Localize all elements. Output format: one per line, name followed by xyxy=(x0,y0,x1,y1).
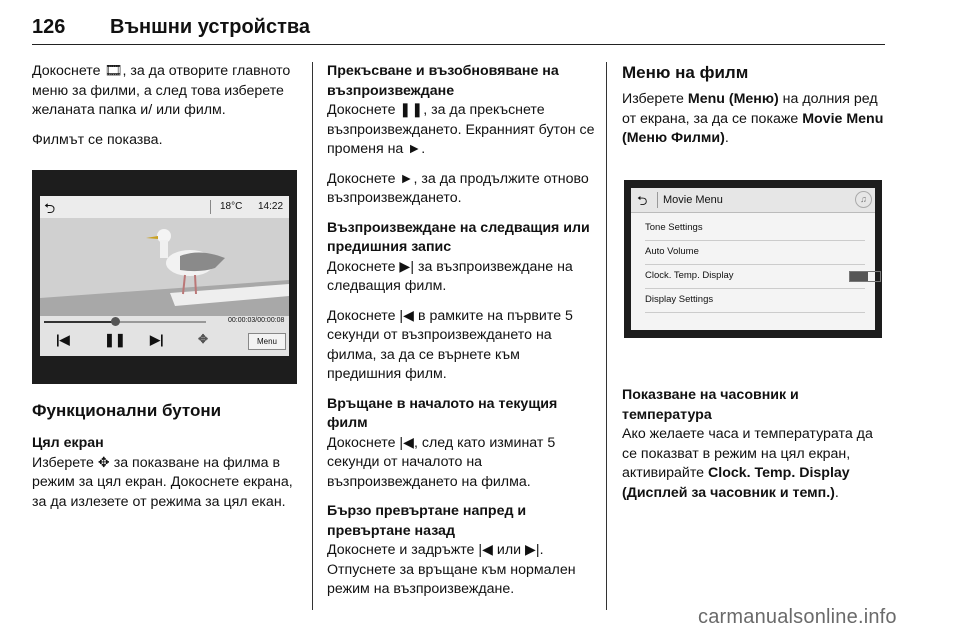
text-run: . xyxy=(834,484,839,501)
fullscreen-icon[interactable]: ✥ xyxy=(198,332,209,346)
movie-frame-seagull xyxy=(40,218,289,316)
menu-item-label: Clock. Temp. Display xyxy=(645,270,734,281)
resume-text: Докоснете ►, за да продължите отново възпроизвеждането. xyxy=(327,170,589,206)
text-run: на долния ред от екрана, за да се покаже xyxy=(622,91,878,127)
menu-title: Movie Menu xyxy=(663,194,723,206)
pause-resume-heading: Прекъсване и възобновяване на възпроизвеждане xyxy=(327,63,559,99)
clock-temp-ref: Clock. Temp. Display (Дисплей за часовник и темп.) xyxy=(622,465,850,501)
status-divider xyxy=(210,200,211,214)
clock-temp-heading: Показване на часовник и температура xyxy=(622,387,799,423)
intro-paragraph: Докоснете 🎞, за да отворите главното меню за филми, а след това изберете желаната папка и/ или филм. xyxy=(32,63,291,118)
player-status-bar xyxy=(40,196,289,219)
music-note-icon[interactable]: ♫ xyxy=(855,191,872,208)
column-3 xyxy=(622,62,890,159)
page-number: 126 xyxy=(32,16,66,38)
column-1 xyxy=(32,62,294,160)
screen-bezel xyxy=(624,180,882,338)
menu-button[interactable]: Menu xyxy=(248,333,286,350)
progress-fill xyxy=(44,321,115,323)
next-text: Докоснете ▶| за възпроизвеждане на следващия филм. xyxy=(327,258,573,294)
menu-ref: Menu (Меню) xyxy=(687,91,779,107)
movie-shown-text: Филмът се показва. xyxy=(32,131,163,148)
menu-item-auto-volume[interactable]: Auto Volume xyxy=(645,240,865,265)
menu-title-bar xyxy=(631,188,875,213)
text-run: Ако желаете часа и температурата да се показват в режим на цял екран, активирайте xyxy=(622,426,873,481)
page-header xyxy=(32,8,885,45)
progress-knob[interactable] xyxy=(111,317,120,326)
column-1-lower xyxy=(32,400,294,522)
seek-text: Докоснете и задръжте |◀ или ▶|. Отпуснете за връщане към нормален режим на възпроизвеждане. xyxy=(327,542,576,597)
seek-heading: Бързо превъртане напред и превъртане назад xyxy=(327,503,527,539)
back-arrow-icon[interactable]: ⮌ xyxy=(637,193,648,208)
restart-text: Докоснете |◀, след като изминат 5 секунди от началото на възпроизвеждането на филма. xyxy=(327,434,556,490)
movie-menu-screenshot xyxy=(622,160,885,370)
clock-readout: 14:22 xyxy=(258,201,284,212)
toggle-on-indicator xyxy=(850,272,868,281)
prev-text: Докоснете |◀ в рамките на първите 5 секунди от възпроизвеждането на филма, за да се върнете към предишния филм. xyxy=(327,307,573,382)
text-run: . xyxy=(724,130,729,146)
column-divider xyxy=(606,62,607,610)
toggle-switch[interactable] xyxy=(849,271,881,282)
player-screen xyxy=(40,196,289,356)
menu-item-display-settings[interactable]: Display Settings xyxy=(645,288,865,313)
watermark: carmanualsonline.info xyxy=(698,606,897,628)
playback-time: 00:00:03/00:00:08 xyxy=(228,317,285,324)
column-2 xyxy=(327,62,595,610)
full-screen-text: Изберете ✥ за показване на филма в режим за цял екран. Докоснете екрана, за да излезете от режима за цял екан. xyxy=(32,454,293,510)
section-title: Функционални бутони xyxy=(32,401,222,420)
column-divider xyxy=(312,62,313,610)
pause-icon[interactable]: ❚❚ xyxy=(104,332,126,347)
next-icon[interactable]: ▶| xyxy=(150,332,164,347)
menu-screen xyxy=(631,188,875,330)
movie-menu-text xyxy=(622,90,890,149)
menu-item-clock-temp-display[interactable] xyxy=(645,264,865,289)
prev-icon[interactable]: |◀ xyxy=(56,332,70,347)
next-prev-heading: Възпроизвеждане на следващия или предишния запис xyxy=(327,219,590,255)
back-arrow-icon[interactable]: ⮌ xyxy=(44,200,56,216)
movie-menu-heading: Меню на филм xyxy=(622,63,749,82)
player-controls xyxy=(40,316,289,356)
column-3-lower xyxy=(622,386,890,513)
page-title: Външни устройства xyxy=(110,16,311,38)
clock-temp-text xyxy=(622,425,890,503)
title-divider xyxy=(657,192,658,208)
restart-heading: Връщане в началото на текущия филм xyxy=(327,395,558,431)
temperature-readout: 18°C xyxy=(220,201,243,212)
text-run: Изберете xyxy=(622,91,688,107)
pause-text: Докоснете ❚❚, за да прекъснете възпроизвеждането. Екранният бутон се променя на ►. xyxy=(327,102,595,157)
full-screen-heading: Цял екран xyxy=(32,435,104,451)
menu-item-tone-settings[interactable]: Tone Settings xyxy=(645,216,865,241)
movie-menu-ref: Movie Menu (Меню Филми) xyxy=(622,110,884,146)
movie-player-screenshot xyxy=(32,170,297,384)
